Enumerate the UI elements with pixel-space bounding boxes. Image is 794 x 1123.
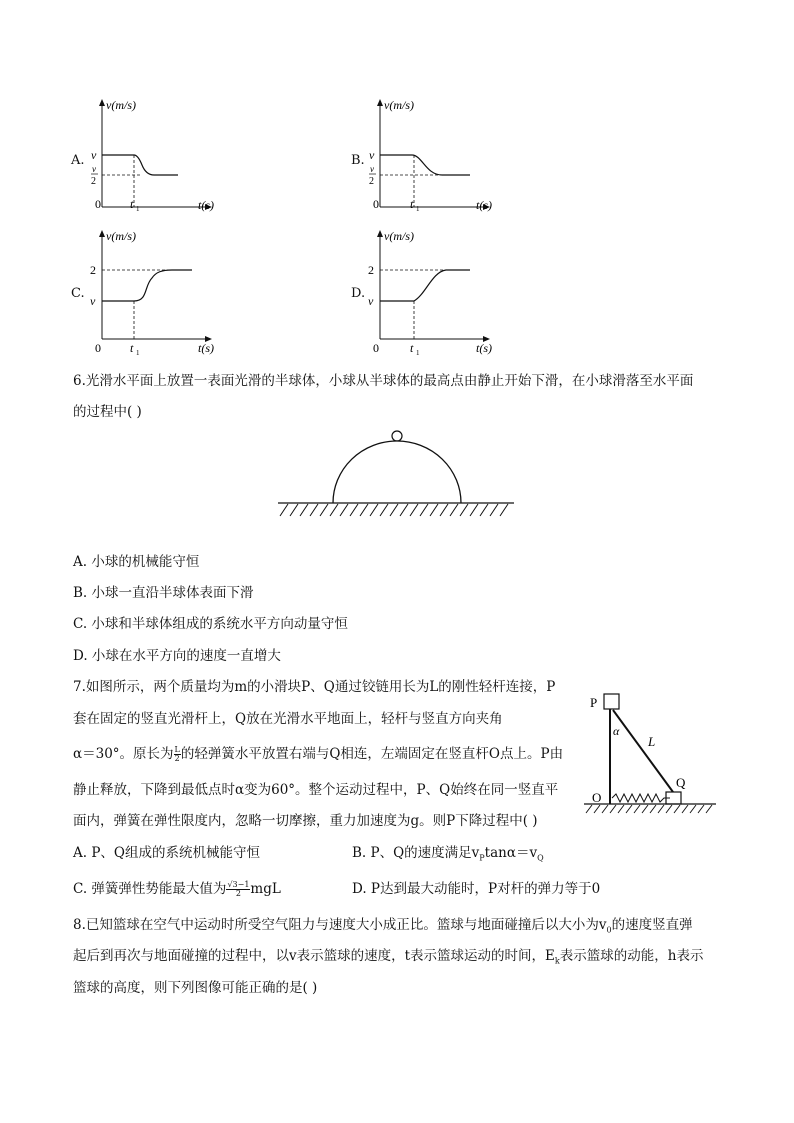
graph-b-tick-half-num: v xyxy=(370,164,374,174)
q7-option-c-a: C. 弹簧弹性势能最大值为 xyxy=(73,881,227,897)
q7-option-a: A. P、Q组成的系统机械能守恒 xyxy=(73,845,260,861)
q6-line2: 的过程中( ) xyxy=(73,404,142,420)
graph-c xyxy=(68,226,228,356)
graph-b-svg xyxy=(346,95,506,220)
q7-option-c-frac-num: √3−1 xyxy=(227,880,250,889)
graph-d-t1-sub: 1 xyxy=(416,349,420,356)
q7-option-b-sub2: Q xyxy=(537,853,544,863)
q6-option-a: A. 小球的机械能守恒 xyxy=(73,554,200,570)
q7-fig-alpha: α xyxy=(613,724,620,738)
q7-line3-b: 的轻弹簧水平放置右端与Q相连，左端固定在竖直杆O点上。P由 xyxy=(180,746,564,762)
graph-c-ylabel: v(m/s) xyxy=(106,229,136,243)
graph-a-ylabel: v(m/s) xyxy=(106,98,136,112)
graph-d-tick-v: v xyxy=(368,294,374,308)
q7-line1: 7.如图所示，两个质量均为m的小滑块P、Q通过铰链用长为L的刚性轻杆连接，P xyxy=(73,679,556,695)
graph-b xyxy=(346,95,506,220)
q7-fig-l: L xyxy=(648,734,656,749)
q6-line1: 6.光滑水平面上放置一表面光滑的半球体，小球从半球体的最高点由静止开始下滑，在小球滑落至水平面 xyxy=(73,373,694,389)
q7-line3 xyxy=(73,739,563,770)
q7-option-b xyxy=(352,838,544,874)
graph-d xyxy=(346,226,506,356)
q7-figure xyxy=(582,680,722,820)
graph-c-tick-2: 2 xyxy=(90,263,96,277)
q8-line3: 篮球的高度，则下列图像可能正确的是( ) xyxy=(73,980,318,996)
q6-option-b: B. 小球一直沿半球体表面下滑 xyxy=(73,585,254,601)
graph-c-svg xyxy=(68,226,228,356)
q7-fig-o: O xyxy=(592,790,602,805)
q7-option-c-b: mgL xyxy=(250,881,281,897)
graph-c-origin: 0 xyxy=(95,341,101,355)
graph-b-ylabel: v(m/s) xyxy=(384,98,414,112)
graph-a-xlabel: t(s) xyxy=(198,198,214,212)
q8-line2 xyxy=(73,941,703,977)
q7-option-d: D. P达到最大动能时，P对杆的弹力等于0 xyxy=(352,881,601,897)
graph-a-tick-half-den: 2 xyxy=(91,176,96,187)
graph-a-t1-sub: 1 xyxy=(136,205,140,213)
q7-line5: 面内，弹簧在弹性限度内，忽略一切摩擦，重力加速度为g。则P下降过程中( ) xyxy=(73,813,538,829)
q7-option-c-frac-den: 2 xyxy=(235,889,241,898)
graph-a-tick-v: v xyxy=(91,148,97,162)
graph-d-label: D. xyxy=(351,286,366,301)
graph-c-label: C. xyxy=(71,286,85,301)
q7-option-b-b: tanα＝v xyxy=(484,845,538,861)
graph-b-t1: t xyxy=(410,197,414,211)
graph-d-ylabel: v(m/s) xyxy=(384,229,414,243)
q8-line1-b: 的速度竖直弹 xyxy=(611,917,693,933)
graph-a-label: A. xyxy=(71,153,85,168)
graph-c-t1-sub: 1 xyxy=(136,349,140,356)
q7-option-c xyxy=(73,874,281,905)
q8-line2-a: 起后到再次与地面碰撞的过程中，以v表示篮球的速度，t表示篮球运动的时间，E xyxy=(73,948,555,964)
q7-line2: 套在固定的竖直光滑杆上，Q放在光滑水平地面上，轻杆与竖直方向夹角 xyxy=(73,711,503,727)
q7-line4: 静止释放，下降到最低点时α变为60°。整个运动过程中，P、Q始终在同一竖直平 xyxy=(73,782,559,798)
q7-frac-den: 2 xyxy=(174,754,180,763)
graph-b-t1-sub: 1 xyxy=(416,205,420,213)
graph-c-xlabel: t(s) xyxy=(198,341,214,355)
q7-option-b-sub1: P xyxy=(479,853,485,863)
q8-line2-sub: k xyxy=(554,956,560,966)
graph-a xyxy=(68,95,228,220)
q6-option-c: C. 小球和半球体组成的系统水平方向动量守恒 xyxy=(73,616,348,632)
graph-a-origin: 0 xyxy=(95,197,101,211)
q8-line2-b: 表示篮球的动能，h表示 xyxy=(559,948,704,964)
graph-a-svg xyxy=(68,95,228,220)
graph-b-origin: 0 xyxy=(373,197,379,211)
graph-c-t1: t xyxy=(130,341,134,355)
q8-line1-sub: 0 xyxy=(606,925,612,935)
graph-b-label: B. xyxy=(351,153,365,168)
graph-b-tick-half-den: 2 xyxy=(369,176,374,187)
graph-d-tick-2: 2 xyxy=(368,263,374,277)
q7-fig-p: P xyxy=(590,695,598,710)
graph-a-t1: t xyxy=(130,197,134,211)
graph-c-tick-v: v xyxy=(90,294,96,308)
q7-frac-l2 xyxy=(174,746,181,763)
hemisphere-figure xyxy=(276,427,516,522)
graph-d-xlabel: t(s) xyxy=(476,341,492,355)
q7-frac-num: L xyxy=(174,745,180,754)
graph-d-origin: 0 xyxy=(373,341,379,355)
q7-option-b-a: B. P、Q的速度满足v xyxy=(352,845,480,861)
q7-line3-a: α＝30°。原长为 xyxy=(73,746,174,762)
q6-option-d: D. 小球在水平方向的速度一直增大 xyxy=(73,648,281,664)
graph-d-t1: t xyxy=(410,341,414,355)
graph-d-svg xyxy=(346,226,506,356)
q8-line1-a: 8.已知篮球在空气中运动时所受空气阻力与速度大小成正比。篮球与地面碰撞后以大小为v xyxy=(73,917,607,933)
q7-option-c-frac xyxy=(226,881,250,898)
graph-a-tick-half-num: v xyxy=(92,164,96,174)
graph-b-xlabel: t(s) xyxy=(476,198,492,212)
q7-fig-q: Q xyxy=(676,775,686,790)
graph-b-tick-v: v xyxy=(369,148,375,162)
